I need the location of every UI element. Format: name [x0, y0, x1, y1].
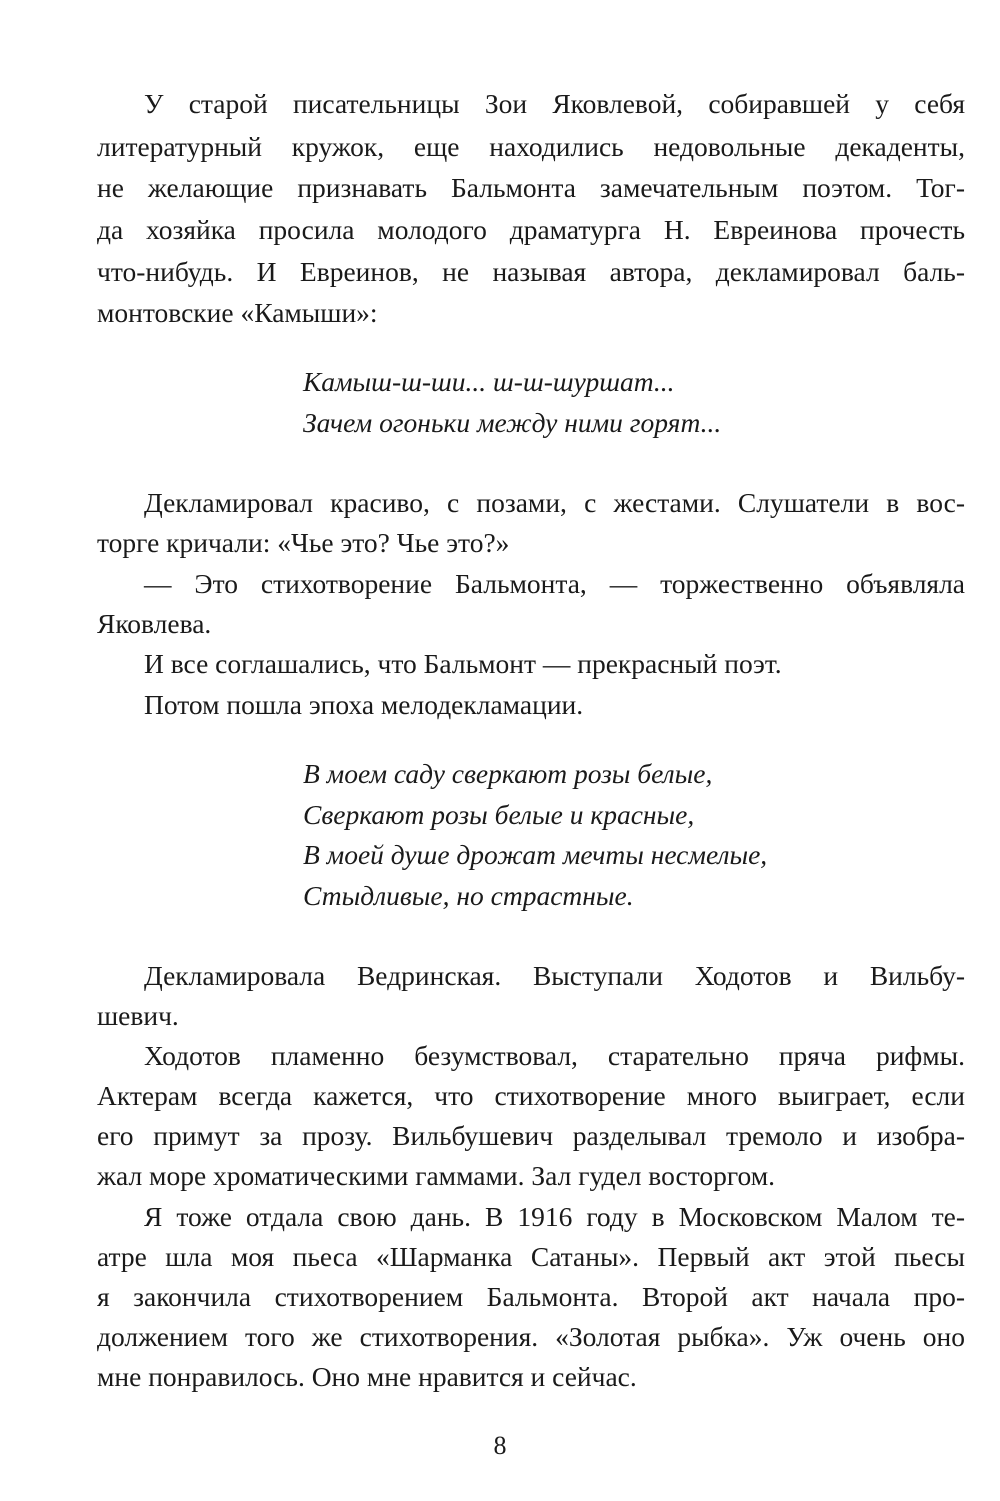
text-line: да хозяйка просила молодого драматурга Н. Евреинова прочесть	[97, 214, 965, 245]
verse-line: В моей душе дрожат мечты несмелые,	[303, 839, 768, 870]
text-line: атре шла моя пьеса «Шарманка Сатаны». Первый акт этой пьесы	[97, 1241, 965, 1272]
page-number: 8	[493, 1431, 507, 1460]
verse-line: Камыш-ш-ши... ш-ш-шуршат...	[303, 366, 675, 397]
text-line: Декламировала Ведринская. Выступали Ходотов и Вильбу-	[144, 960, 965, 991]
text-line: должением того же стихотворения. «Золотая рыбка». Уж очень оно	[97, 1321, 965, 1352]
text-line: не желающие признавать Бальмонта замечательным поэтом. Тог-	[97, 172, 965, 203]
text-line: литературный кружок, еще находились недовольные декаденты,	[97, 131, 965, 162]
verse-line: Зачем огоньки между ними горят...	[303, 407, 722, 438]
text-line: я закончила стихотворением Бальмонта. Второй акт начала про-	[97, 1281, 965, 1312]
text-line: что-нибудь. И Евреинов, не называя автора, декламировал баль-	[97, 256, 965, 287]
verse-line: Сверкают розы белые и красные,	[303, 799, 695, 830]
text-line: Потом пошла эпоха мелодекламации.	[144, 689, 584, 720]
verse-line: В моем саду сверкают розы белые,	[303, 758, 713, 789]
text-line: жал море хроматическими гаммами. Зал гудел восторгом.	[97, 1160, 775, 1191]
text-line: шевич.	[97, 1000, 179, 1031]
text-line: И все соглашались, что Бальмонт — прекрасный поэт.	[144, 648, 782, 679]
text-line: его примут за прозу. Вильбушевич разделывал тремоло и изобра-	[97, 1120, 965, 1151]
text-line: — Это стихотворение Бальмонта, — торжественно объявляла	[144, 568, 965, 599]
text-line: Я тоже отдала свою дань. В 1916 году в Московском Малом те-	[144, 1201, 965, 1232]
text-line: Актерам всегда кажется, что стихотворение много выиграет, если	[97, 1080, 965, 1111]
text-line: Яковлева.	[97, 608, 212, 639]
text-line: Ходотов пламенно безумствовал, старательно пряча рифмы.	[144, 1040, 965, 1071]
text-line: мне понравилось. Оно мне нравится и сейчас.	[97, 1361, 637, 1392]
text-line: У старой писательницы Зои Яковлевой, собиравшей у себя	[144, 88, 965, 119]
text-line: торге кричали: «Чье это? Чье это?»	[97, 527, 510, 558]
text-line: Декламировал красиво, с позами, с жестами. Слушатели в вос-	[144, 487, 965, 518]
text-line: монтовские «Камыши»:	[97, 297, 378, 328]
verse-line: Стыдливые, но страстные.	[303, 880, 634, 911]
